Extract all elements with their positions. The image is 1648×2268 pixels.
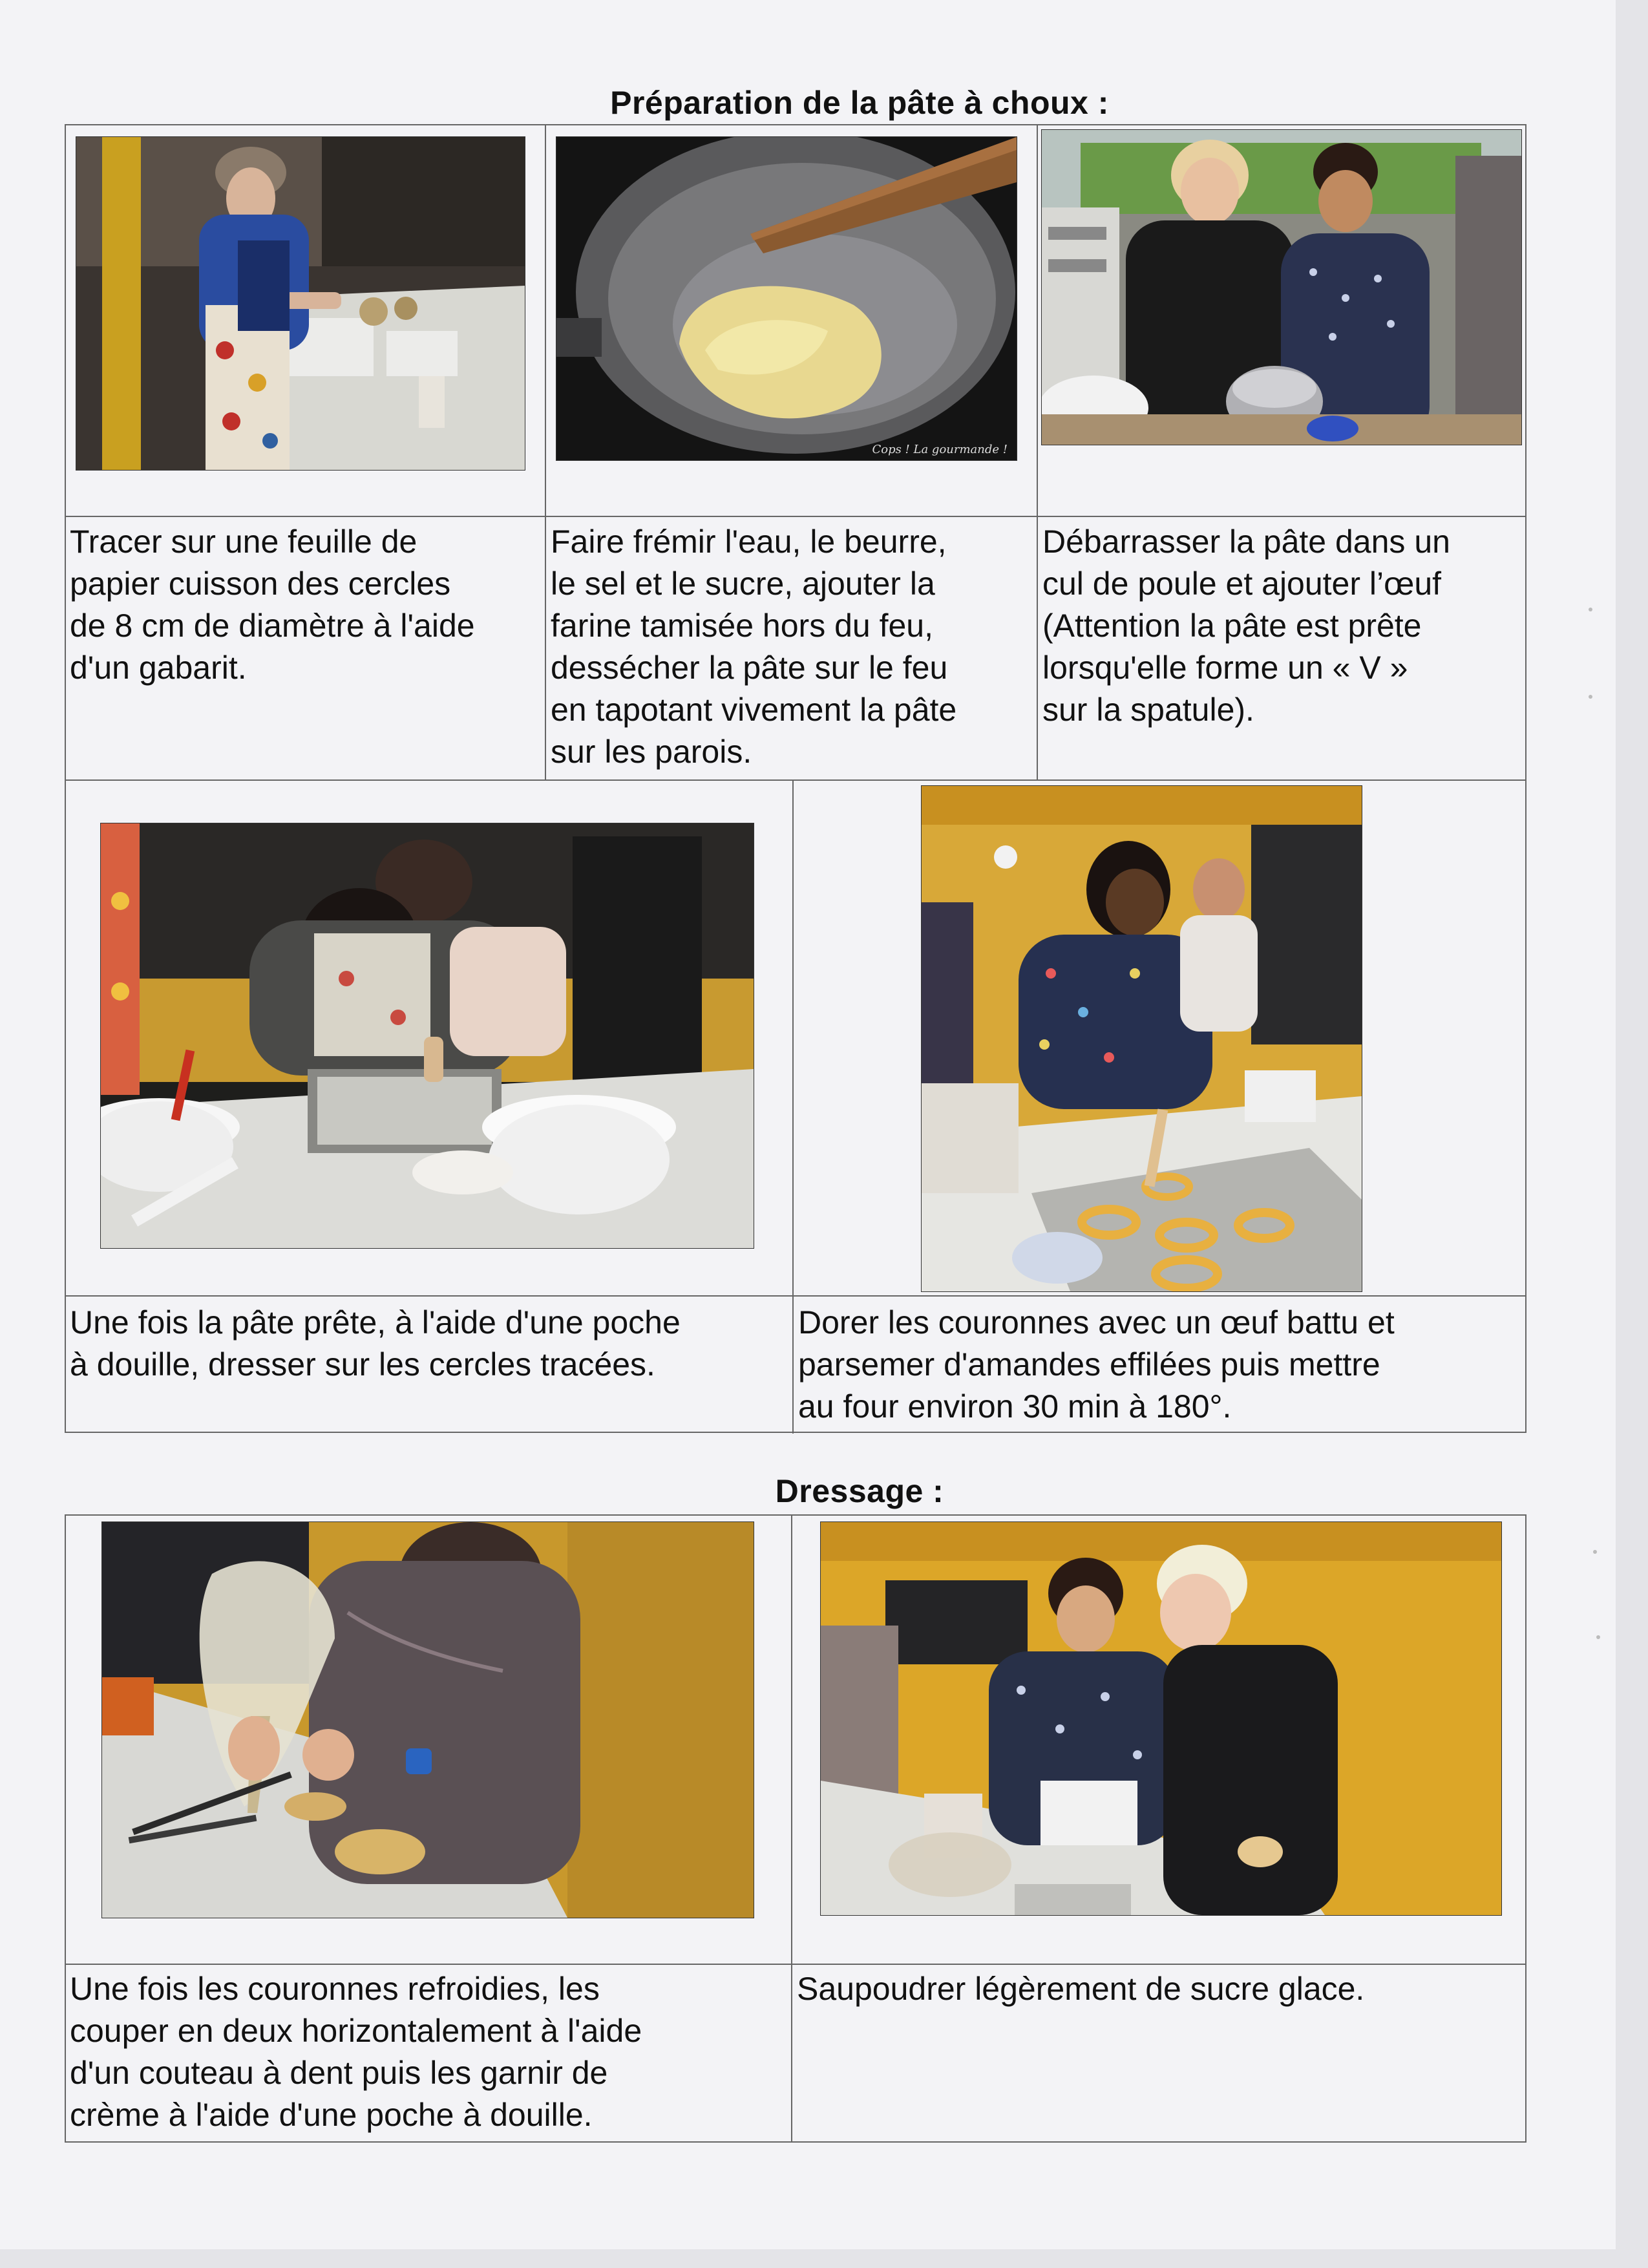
photo-tracing-circles [76,136,525,471]
scan-bottom-edge [0,2249,1648,2268]
photo-piping-cream [101,1521,754,1918]
photo-dusting-sugar [820,1521,1502,1916]
step-1-caption: Tracer sur une feuille de papier cuisson des cercles de 8 cm de diamètre à l'aide d'un gabarit. [70,524,475,686]
step-7-caption: Saupoudrer légèrement de sucre glace. [797,1971,1365,2007]
section-title-pate-a-choux: Préparation de la pâte à choux : [610,85,1109,121]
step-6-caption: Une fois les couronnes refroidies, les couper en deux horizontalement à l'aide d'un couteau à dent puis les garnir de crème à l'aide d'une poche à douille. [70,1971,642,2133]
dressage-table [65,1514,1527,2143]
scan-speck [1596,1635,1600,1639]
photo-watermark: Cops ! La gourmande ! [872,443,1008,456]
scan-speck [1589,608,1592,611]
section-title-dressage: Dressage : [775,1473,944,1509]
scan-speck [1589,695,1592,699]
photo-piping-circles [100,823,754,1249]
scan-speck [1593,1550,1597,1554]
photo-egg-wash-rings [921,785,1362,1292]
preparation-table [65,124,1527,1433]
scan-edge [1616,0,1648,2268]
step-2-caption: Faire frémir l'eau, le beurre, le sel et le sucre, ajouter la farine tamisée hors du feu, dessécher la pâte sur le feu en tapotant vivement la pâte sur les parois. [551,524,957,770]
step-3-caption: Débarrasser la pâte dans un cul de poule et ajouter l’œuf (Attention la pâte est prête lorsqu'elle forme un « V » sur la spatule). [1042,524,1450,728]
photo-pan-and-egg [1041,129,1522,445]
photo-dough-in-pan [556,136,1017,461]
step-5-caption: Dorer les couronnes avec un œuf battu et parsemer d'amandes effilées puis mettre au four environ 30 min à 180°. [798,1304,1395,1425]
step-4-caption: Une fois la pâte prête, à l'aide d'une poche à douille, dresser sur les cercles tracées. [70,1304,681,1383]
